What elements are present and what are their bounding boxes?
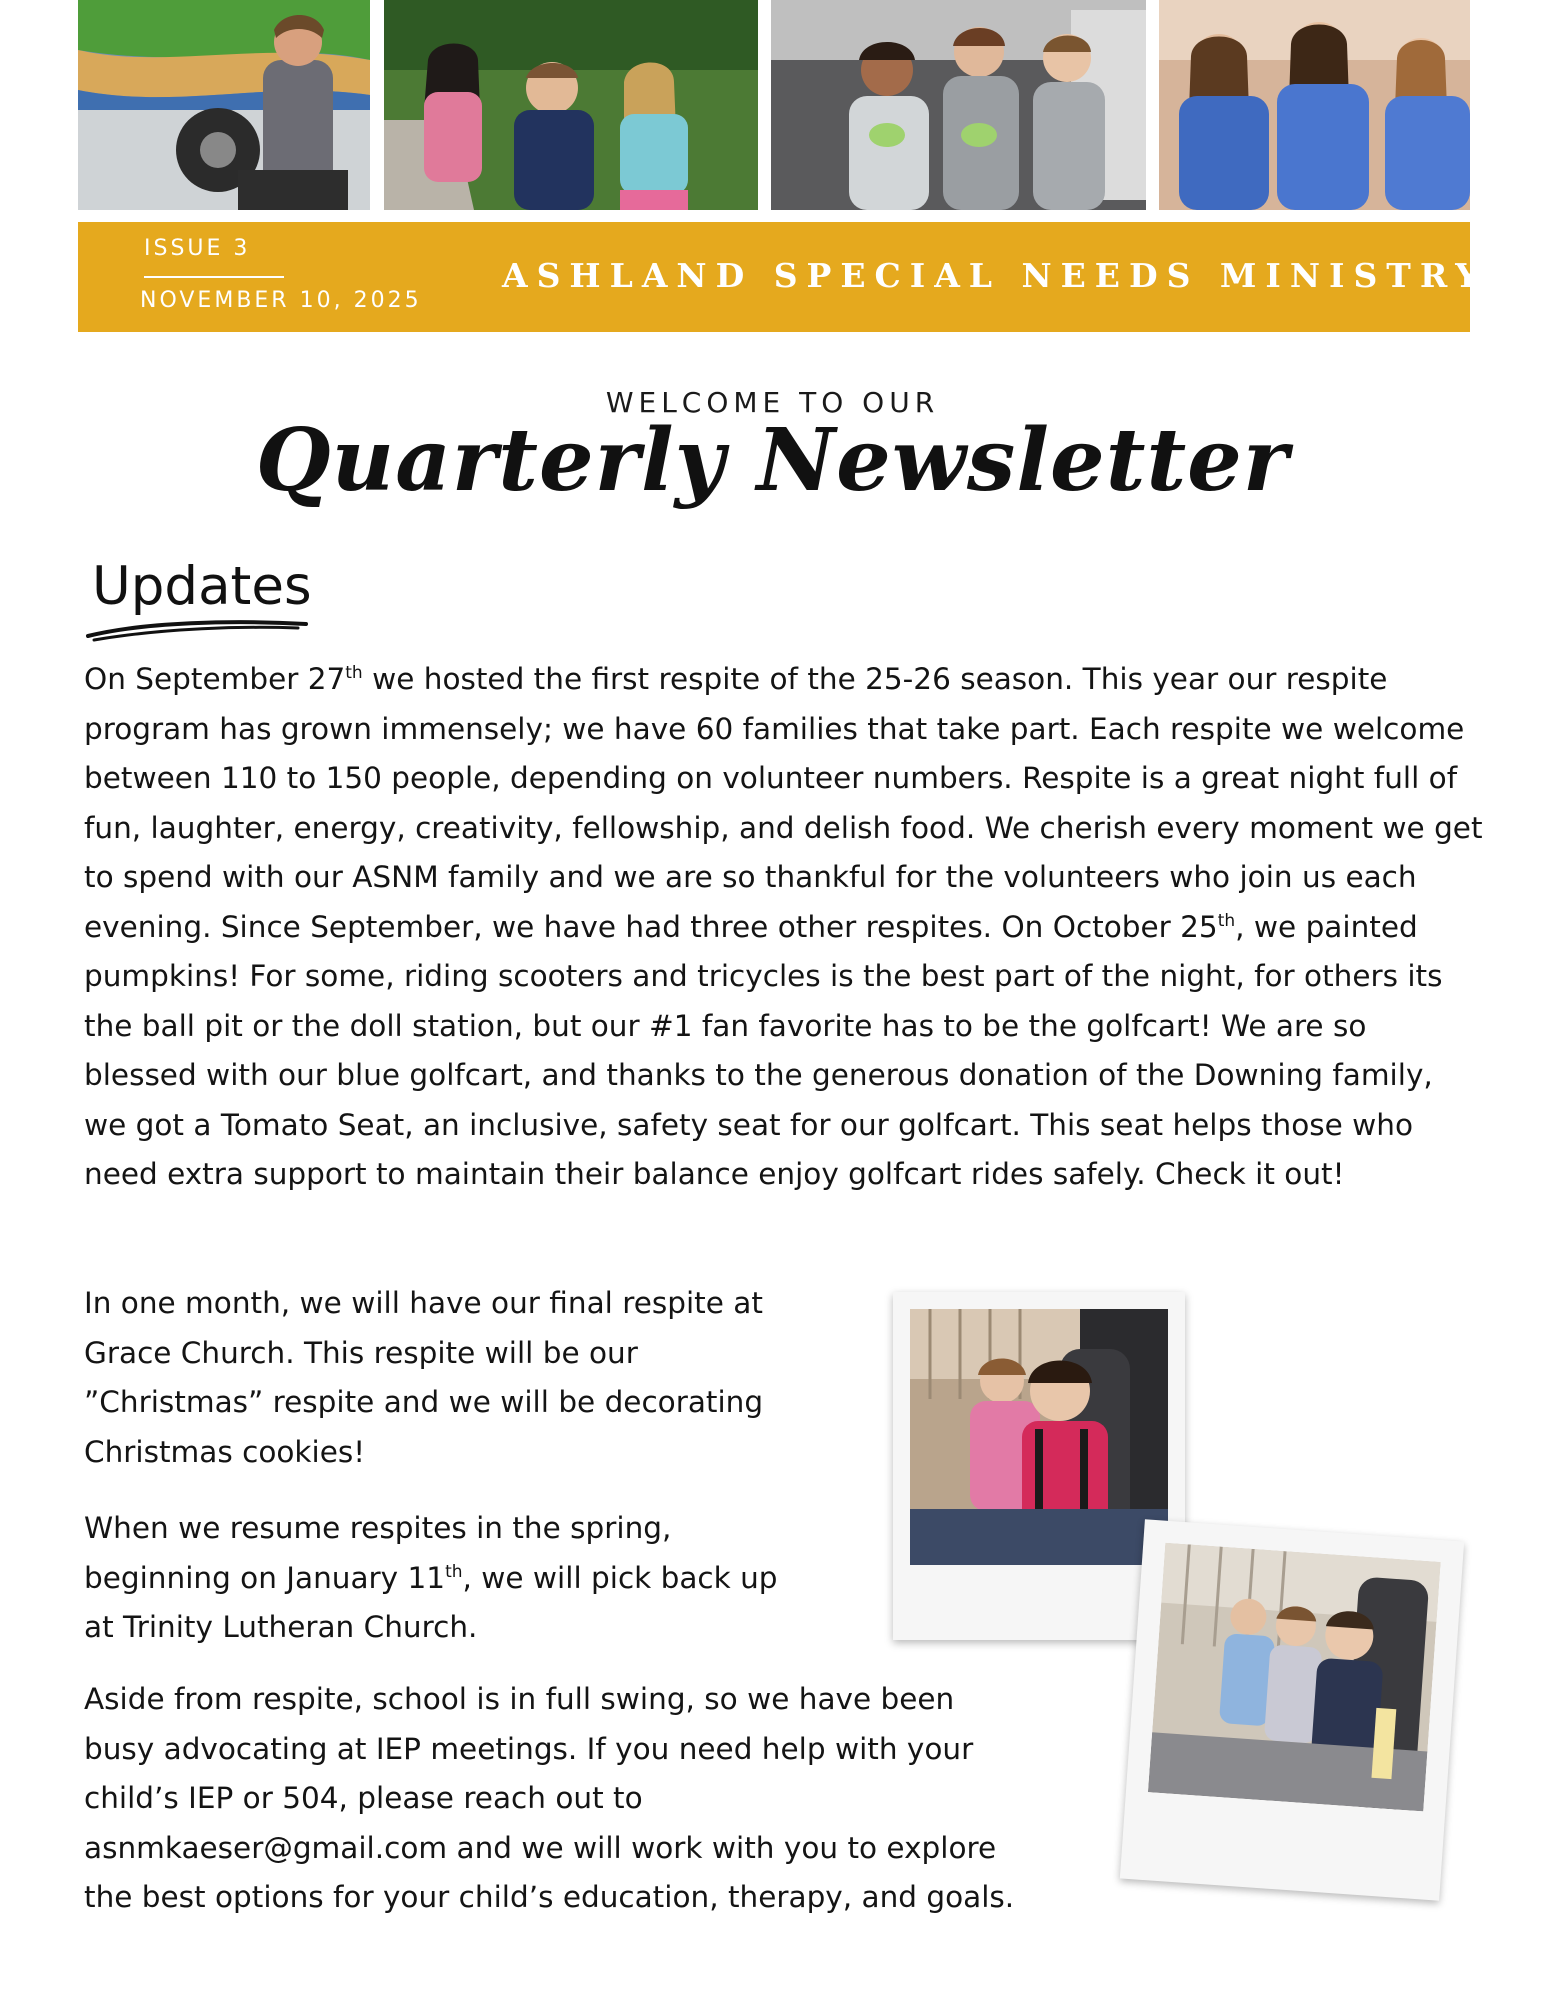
issue-date: NOVEMBER 10, 2025	[140, 288, 422, 313]
para1-sup-a: th	[345, 663, 363, 684]
updates-paragraph-2	[84, 1279, 884, 1477]
para1-part-b: we hosted the first respite of the 25-26 season. This year our respite program has grown immensely; we have 60 families that take part. Each respite we welcome between 110 to 150 people, depending on volunteer numbers. Respite is a great night full of fun, laughter, energy, creativity, fellowship, and delish food. We cherish every moment we get to spend with our ASNM family and we are so thankful for the volunteers who join us each evening. Since September, we have had three other respites. On October 25	[84, 662, 1483, 944]
para3-sup: th	[445, 1561, 463, 1582]
para2-line: Christmas cookies!	[84, 1434, 366, 1469]
contact-email: asnmkaeser@gmail.com and we will work with you to explore	[84, 1830, 997, 1865]
updates-paragraph-1	[84, 655, 1484, 1200]
para3-line: at Trinity Lutheran Church.	[84, 1610, 478, 1644]
welcome-subtitle: WELCOME TO OUR	[605, 386, 940, 419]
para3-line: beginning on January 11	[84, 1560, 446, 1595]
para1-part-a: On September 27	[84, 662, 346, 696]
para4-line: the best options for your child’s education, therapy, and goals.	[84, 1880, 1015, 1914]
header-photo-children	[384, 0, 758, 210]
polaroid-photo-golfcart-ride	[1120, 1519, 1464, 1900]
updates-heading: Updates	[92, 556, 312, 617]
para2-line: Grace Church. This respite will be our	[84, 1335, 638, 1370]
para3-line: When we resume respites in the spring,	[84, 1511, 672, 1545]
issue-label: ISSUE 3	[144, 236, 251, 261]
para3-line: , we will pick back up	[462, 1560, 778, 1595]
header-photo-volunteers	[1159, 0, 1470, 210]
ministry-name: ASHLAND SPECIAL NEEDS MINISTRY	[502, 256, 1488, 295]
header-photo-van	[78, 0, 370, 210]
para4-line: Aside from respite, school is in full swing, so we have been	[84, 1682, 955, 1716]
para2-line: ”Christmas” respite and we will be decorating	[84, 1385, 764, 1419]
newsletter-title: Quarterly Newsletter	[255, 410, 1290, 511]
updates-paragraph-3	[84, 1504, 904, 1653]
header-banner	[78, 222, 1488, 332]
header-photo-strip	[78, 0, 1470, 210]
para4-line: busy advocating at IEP meetings. If you need help with your	[84, 1731, 974, 1766]
updates-paragraph-4	[84, 1675, 1084, 1923]
photo-kids-in-golfcart	[910, 1309, 1168, 1565]
issue-divider	[144, 276, 284, 278]
para4-line: child’s IEP or 504, please reach out to	[84, 1781, 643, 1815]
para1-sup-b: th	[1217, 910, 1236, 931]
heading-underline	[84, 614, 314, 644]
header-photo-kitchen	[771, 0, 1146, 210]
photo-children-on-golfcart	[1148, 1543, 1441, 1812]
para1-part-c: , we painted pumpkins! For some, riding scooters and tricycles is the best part of the night, for others its the ball pit or the doll station, but our #1 fan favorite has to be the golfcart! We are so blessed with our blue golfcart, and thanks to the generous donation of the Downing family, we got a Tomato Seat, an inclusive, safety seat for our golfcart. This seat helps those who need extra support to maintain their balance enjoy golfcart rides safely. Check it out!	[84, 909, 1443, 1191]
para2-line: In one month, we will have our final respite at	[84, 1286, 763, 1320]
